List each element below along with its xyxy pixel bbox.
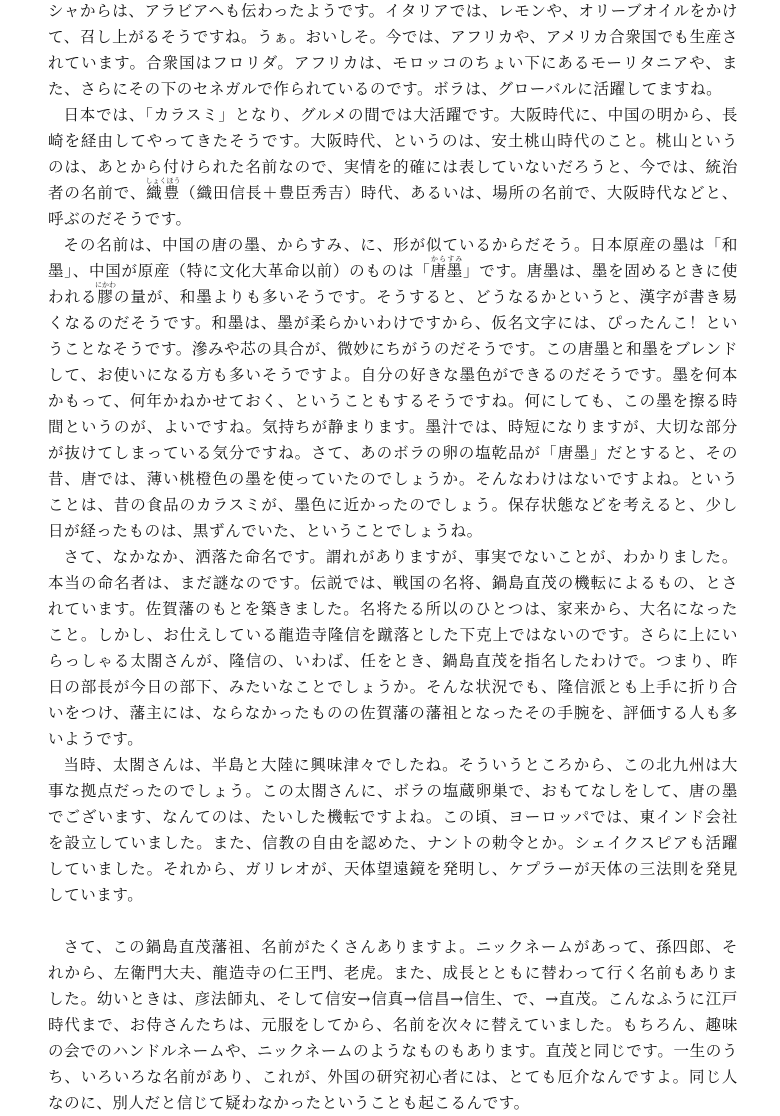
paragraph bbox=[48, 934, 738, 1116]
paragraph-text: 」です。唐墨は、墨を固めるときに使われる bbox=[48, 262, 739, 306]
ruby-base-text: 膠 bbox=[94, 288, 116, 306]
paragraph-text: さて、この鍋島直茂藩祖、名前がたくさんありますよ。ニックネームがあって、孫四郎、それから、左衛門大夫、龍造寺の仁王門、老虎。また、成長とともに替わって行く名前もありました。幼いときは、彦法師丸、そして信安→信真→信昌→信生、で、→直茂。こんなふうに江戸時代まで、お侍さんたちは、元服をしてから、名前を次々に替えていました。もちろん、趣味の会でのハンドルネームや、ニックネームのようなものもあります。直茂と同じです。一生のうち、いろいろな名前があり、これが、外国の研究初心者には、とても厄介なんですよ。同じ人なのに、別人だと信じて疑わなかったということも起こるんです。 bbox=[48, 938, 738, 1112]
ruby-base-text: 織豊 bbox=[145, 184, 181, 202]
ruby-reading: からすみ bbox=[430, 255, 463, 263]
paragraph bbox=[48, 752, 738, 908]
paragraph-text: さて、なかなか、洒落た命名です。謂れがありますが、事実でないことが、わかりました。本当の命名者は、まだ謎なのです。伝説では、戦国の名将、鍋島直茂の機転によるもの、とされています。佐賀藩のもとを築きました。名将たる所以のひとつは、家来から、大名になったこと。しかし、お仕えしている龍造寺隆信を蹴落とした下克上ではないのです。さらに上にいらっしゃる太閤さんが、隆信の、いわば、任をとき、鍋島直茂を指名したわけで。つまり、昨日の部長が今日の部下、みたいなことでしょうか。そんな状況でも、隆信派とも上手に折り合いをつけ、藩主には、ならなかったものの佐賀藩の藩祖となったその手腕を、評価する人も多いようです。 bbox=[48, 548, 738, 748]
paragraph-text: （織田信長＋豊臣秀吉）時代、あるいは、場所の名前で、大阪時代などと、呼ぶのだそうです。 bbox=[48, 184, 738, 228]
ruby-annotation bbox=[145, 177, 181, 202]
paragraph-text: その名前は、中国の唐の墨、からすみ、に、形が似ているからだそう。日本原産の墨は「和墨」、中国が原産（特に文化大革命以前）のものは「 bbox=[48, 236, 738, 280]
paragraph bbox=[48, 544, 738, 752]
ruby-reading: にかわ bbox=[94, 281, 116, 289]
paragraph-text: の量が、和墨よりも多いそうです。そうすると、どうなるかというと、漢字が書き易くなるのだそうです。和墨は、墨が柔らかいわけですから、仮名文字には、ぴったんこ！ということなそうです。滲みや芯の具合が、微妙にちがうのだそうです。この唐墨と和墨をブレンドして、お使いになる方も多いそうですよ。自分の好きな墨色ができるのだそうです。墨を何本かもって、何年かねかせておく、ということもするそうですね。何にしても、この墨を擦る時間というのが、よいですね。気持ちが静まります。墨汁では、時短になりますが、大切な部分が抜けてしまっている気分ですね。さて、あのボラの卵の塩乾品が「唐墨」だとすると、その昔、唐では、薄い桃橙色の墨を使っていたのでしょうか。そんなわけはないですよね。ということは、昔の食品のカラスミが、墨色に近かったのでしょう。保存状態などを考えると、少し日が経ったものは、黒ずんでいた、ということでしょうね。 bbox=[48, 288, 738, 540]
paragraph-text: 当時、太閤さんは、半島と大陸に興味津々でしたね。そういうところから、この北九州は大事な拠点だったのでしょう。この太閤さんに、ボラの塩蔵卵巣で、おもてなしをして、唐の墨でございます、なんてのは、たいした機転ですよね。この頃、ヨーロッパでは、東インド会社を設立していました。また、信教の自由を認めた、ナントの勅令とか。シェイクスピアも活躍していました。それから、ガリレオが、天体望遠鏡を発明し、ケプラーが天体の三法則を発見しています。 bbox=[48, 756, 738, 904]
paragraph bbox=[48, 102, 738, 232]
paragraph bbox=[48, 0, 738, 102]
blank-line bbox=[48, 908, 738, 934]
paragraph-text: シャからは、アラビアへも伝わったようです。イタリアでは、レモンや、オリーブオイルをかけて、召し上がるそうですね。うぁ。おいしそ。今では、アフリカや、アメリカ合衆国でも生産されています。合衆国はフロリダ。アフリカは、モロッコのちょい下にあるモーリタニアや、また、さらにその下のセネガルで作られているのです。ボラは、グローバルに活躍してますね。 bbox=[48, 2, 738, 98]
ruby-annotation bbox=[430, 255, 463, 280]
ruby-annotation bbox=[94, 281, 116, 306]
document-page bbox=[48, 0, 738, 1116]
ruby-reading: しょくほう bbox=[145, 177, 181, 185]
ruby-base-text: 唐墨 bbox=[430, 262, 463, 280]
paragraph bbox=[48, 232, 738, 544]
paragraph-text: 日本では、「カラスミ」となり、グルメの間では大活躍です。大阪時代に、中国の明から、長崎を経由してやってきたそうです。大阪時代、というのは、安土桃山時代のこと。桃山というのは、あとから付けられた名前なので、実情を的確には表していないだろうと、今では、統治者の名前で、 bbox=[48, 106, 738, 202]
